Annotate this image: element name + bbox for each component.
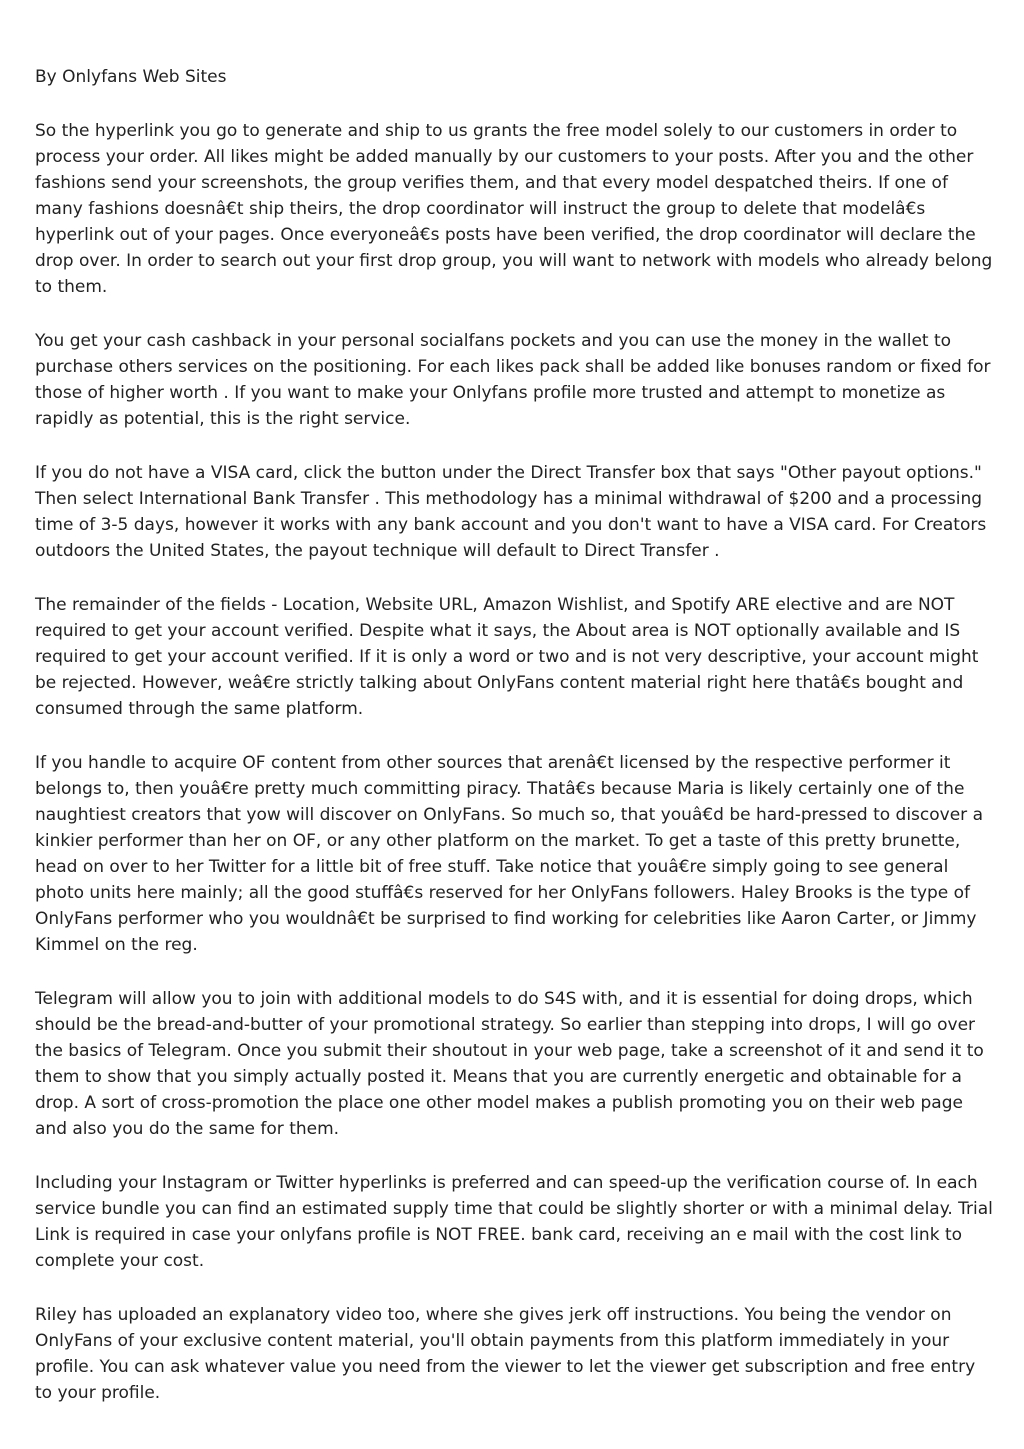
paragraph-4: The remainder of the fields - Location, Website URL, Amazon Wishlist, and Spotify ARE elective and are NOT required to get your account verified. Despite what it says, the About area is NOT optionally available and IS required to get your account verified. If it is only a word or two and is not very descriptive, your account might be rejected. However, weâ€re strictly talking about OnlyFans content material right here thatâ€s bought and consumed through the same platform. [35, 595, 979, 719]
paragraph-5: If you handle to acquire OF content from other sources that arenâ€t licensed by the respective performer it belongs to, then youâ€re pretty much committing piracy. Thatâ€s because Maria is likely certainly one of the naughtiest creators that yow will discover on OnlyFans. So much so, that youâ€d be hard-pressed to discover a kinkier performer than her on OF, or any other platform on the market. To get a taste of this pretty brunette, head on over to her Twitter for a little bit of free stuff. Take notice that youâ€re simply going to see general photo units here mainly; all the good stuffâ€s reserved for her OnlyFans followers. Haley Brooks is the type of OnlyFans performer who you wouldnâ€t be surprised to find working for celebrities like Aaron Carter, or Jimmy Kimmel on the reg. [35, 753, 983, 955]
paragraph-2: You get your cash cashback in your personal socialfans pockets and you can use the money in the wallet to purchase others services on the positioning. For each likes pack shall be added like bonuses random or fixed for those of higher worth . If you want to make your Onlyfans profile more trusted and attempt to monetize as rapidly as potential, this is the right service. [35, 331, 991, 429]
paragraph-3: If you do not have a VISA card, click the button under the Direct Transfer box that says "Other payout options." Then select International Bank Transfer . This methodology has a minimal withdrawal of $200 and a processing time of 3-5 days, however it works with any bank account and you don't want to have a VISA card. For Creators outdoors the United States, the payout technique will default to Direct Transfer . [35, 463, 987, 561]
paragraph-8: Riley has uploaded an explanatory video too, where she gives jerk off instructions. You being the vendor on OnlyFans of your exclusive content material, you'll obtain payments from this platform immediately in your profile. You can ask whatever value you need from the viewer to let the viewer get subscription and free entry to your profile. [35, 1305, 976, 1403]
paragraph-1: So the hyperlink you go to generate and ship to us grants the free model solely to our customers in order to process your order. All likes might be added manually by our customers to your posts. After you and the other fashions send your screenshots, the group verifies them, and that every model despatched theirs. If one of many fashions doesnâ€t ship theirs, the drop coordinator will instruct the group to delete that modelâ€s hyperlink out of your pages. Once everyoneâ€s posts have been verified, the drop coordinator will declare the drop over. In order to search out your first drop group, you will want to network with models who already belong to them. [35, 121, 993, 297]
document-title: By Onlyfans Web Sites [35, 67, 227, 87]
paragraph-6: Telegram will allow you to join with additional models to do S4S with, and it is essential for doing drops, which should be the bread-and-butter of your promotional strategy. So earlier than stepping into drops, I will go over the basics of Telegram. Once you submit their shoutout in your web page, take a screenshot of it and send it to them to show that you simply actually posted it. Means that you are currently energetic and obtainable for a drop. A sort of cross-promotion the place one other model makes a publish promoting you on their web page and also you do the same for them. [35, 989, 984, 1139]
document-body [35, 64, 993, 1434]
paragraph-7: Including your Instagram or Twitter hyperlinks is preferred and can speed-up the verification course of. In each service bundle you can find an estimated supply time that could be slightly shorter or with a minimal delay. Trial Link is required in case your onlyfans profile is NOT FREE. bank card, receiving an e mail with the cost link to complete your cost. [35, 1173, 993, 1271]
